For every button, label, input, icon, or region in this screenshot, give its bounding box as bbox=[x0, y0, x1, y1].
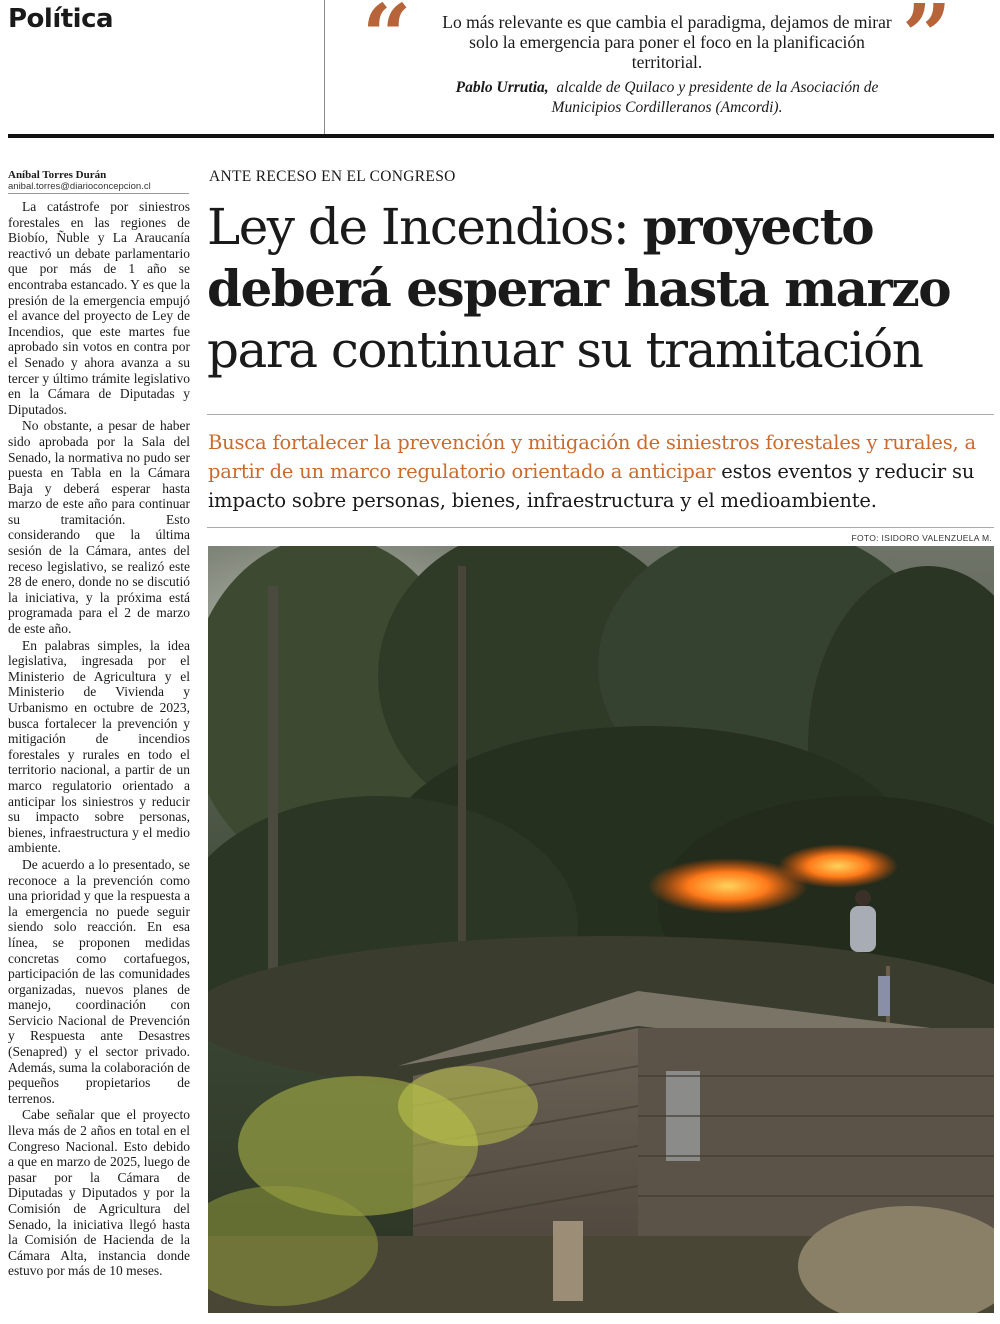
close-quote-icon: ” bbox=[902, 0, 952, 87]
deck bbox=[208, 428, 988, 515]
wildfire-photo-illustration bbox=[208, 546, 994, 1313]
deck-rule-top bbox=[207, 414, 994, 415]
headline-light-2: para continuar su tramitación bbox=[207, 321, 923, 379]
header-divider bbox=[324, 0, 325, 136]
section-title: Política bbox=[8, 4, 114, 34]
deck-rest: estos eventos y reducir su impacto sobre personas, bienes, infraestructura y el medioambiente. bbox=[208, 460, 975, 512]
body-paragraph: La catástrofe por siniestros forestales en las regiones de Biobío, Ñuble y La Araucanía reactivó un debate parlamentario que por más de 1 año se encontraba estancado. Y es que la presión de la emergencia empujó el avance del proyecto de Ley de Incendios, que este martes fue aprobado sin votos en contra por el Senado y ahora avanza a su tercer y último trámite legislativo en la Cámara de Diputadas y Diputados. bbox=[8, 199, 190, 417]
body-paragraph: En palabras simples, la idea legislativa, ingresada por el Ministerio de Agricultura y el Ministerio de Vivienda y Urbanismo en octubre de 2023, busca fortalecer la prevención y mitigación de incendios forestales y rurales en todo el territorio nacional, a partir de un marco regulatorio orientado a anticipar los siniestros y reducir su impacto sobre personas, bienes, infraestructura y el medio ambiente. bbox=[8, 637, 190, 856]
open-quote-icon: “ bbox=[362, 0, 412, 87]
headline bbox=[207, 196, 997, 381]
byline-name: Aníbal Torres Durán bbox=[8, 169, 107, 181]
deck-rule-bottom bbox=[207, 527, 994, 528]
headline-bold-1: proyecto bbox=[642, 197, 874, 256]
byline-email[interactable]: anibal.torres@diarioconcepcion.cl bbox=[8, 181, 151, 192]
article-body bbox=[8, 199, 190, 1280]
quote-author-name: Pablo Urrutia, bbox=[455, 79, 549, 96]
pull-quote: Lo más relevante es que cambia el paradigma, dejamos de mirar solo la emergencia para poner el foco en la planificación territorial. bbox=[442, 12, 892, 72]
byline-rule bbox=[8, 193, 189, 194]
deck-highlight: Busca fortalecer la prevención y mitigación de siniestros forestales y rurales, a partir de un marco regulatorio orientado a anticipar bbox=[208, 431, 976, 483]
wildfire-photo bbox=[208, 546, 994, 1313]
body-paragraph: No obstante, a pesar de haber sido aprobada por la Sala del Senado, la normativa no pudo ser puesta en Tabla en la Cámara Baja y deberá esperar hasta marzo de este año para continuar su tramitación. Esto considerando que la última sesión de la Cámara, antes del receso legislativo, se realizó este 28 de enero, donde no se discutió la iniciativa, y la próxima está programada para el 2 de marzo de este año. bbox=[8, 418, 190, 637]
quote-author-role: alcalde de Quilaco y presidente de la Asociación de Municipios Cordilleranos (Amcordi). bbox=[551, 79, 879, 116]
body-paragraph: Cabe señalar que el proyecto lleva más de 2 años en total en el Congreso Nacional. Esto debido a que en marzo de 2025, luego de pasar por la Cámara de Diputadas y Diputados y por la Comisión de Agricultura del Senado, la iniciativa llegó hasta la Comisión de Hacienda de la Cámara Alta, instancia donde estuvo por más de 10 meses. bbox=[8, 1107, 190, 1279]
top-rule bbox=[8, 134, 994, 138]
headline-light-1: Ley de Incendios: bbox=[207, 198, 643, 256]
headline-bold-2: deberá esperar hasta marzo bbox=[207, 259, 951, 318]
kicker: ANTE RECESO EN EL CONGRESO bbox=[209, 168, 456, 185]
body-paragraph: De acuerdo a lo presentado, se reconoce a la prevención como una prioridad y que la respuesta a la emergencia no puede seguir siendo solo reacción. En esa línea, se proponen medidas concretas como cortafuegos, participación de las comunidades organizadas, nuevos planes de manejo, coordinación con Servicio Nacional de Prevención y Respuesta ante Desastres (Senapred) y el sector privado. Además, suma la colaboración de pequeños propietarios de terrenos. bbox=[8, 856, 190, 1106]
pull-quote-author bbox=[432, 78, 902, 118]
photo-credit: FOTO: ISIDORO VALENZUELA M. bbox=[851, 533, 992, 543]
